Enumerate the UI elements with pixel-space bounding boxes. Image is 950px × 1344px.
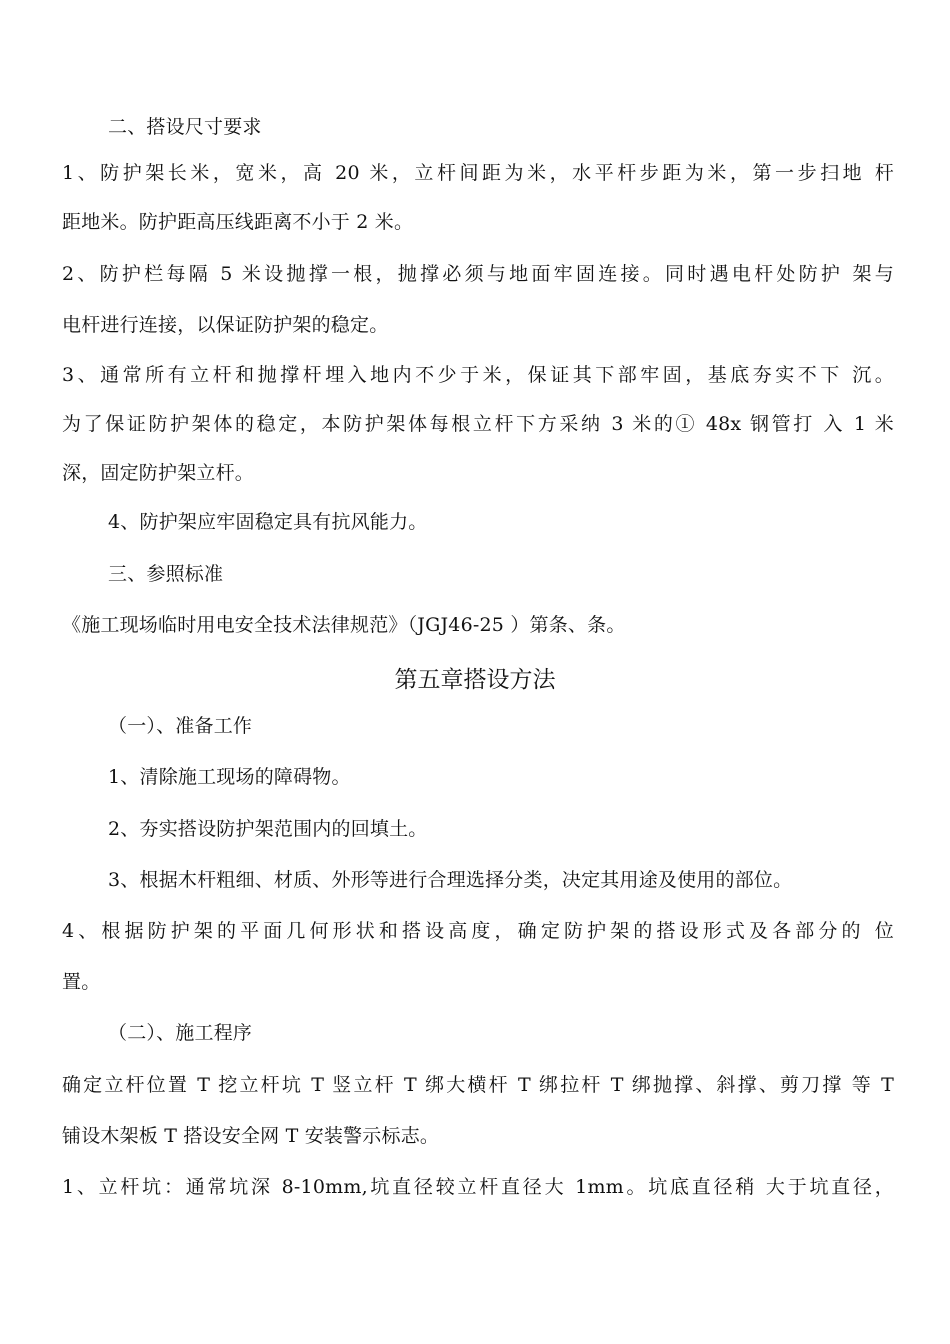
paragraph-item3-line3: 深，固定防护架立杆。 xyxy=(62,462,255,484)
standard-reference: 《施工现场临时用电安全技术法律规范》（JGJ46-25 ）第条、条。 xyxy=(62,614,626,636)
paragraph-item1-line2: 距地米。防护距高压线距离不小于 2 米。 xyxy=(62,211,414,233)
procedure-line1: 确定立杆位置 T 挖立杆坑 T 竖立杆 T 绑大横杆 T 绑拉杆 T 绑抛撑、斜撑、剪刀撑 等 T xyxy=(62,1074,894,1096)
pit-item-1: 1、立杆坑：通常坑深 8-10mm,坑直径较立杆直径大 1mm。坑底直径稍 大于坑直径， xyxy=(62,1176,894,1198)
paragraph-item1-line1: 1、防护架长米，宽米，高 20 米，立杆间距为米，水平杆步距为米，第一步扫地 杆 xyxy=(62,162,894,184)
procedure-line2: 铺设木架板 T 搭设安全网 T 安装警示标志。 xyxy=(62,1125,440,1147)
prep-item-1: 1、清除施工现场的障碍物。 xyxy=(108,766,351,788)
prep-item-4-line2: 置。 xyxy=(62,971,101,993)
paragraph-item3-line2: 为了保证防护架体的稳定，本防护架体每根立杆下方采纳 3 米的① 48x 钢管打 入 1 米 xyxy=(62,413,894,435)
paragraph-item2-line1: 2、防护栏每隔 5 米设抛撑一根，抛撑必须与地面牢固连接。同时遇电杆处防护 架与 xyxy=(62,263,894,285)
chapter-title: 第五章搭设方法 xyxy=(394,667,556,693)
paragraph-item2-line2: 电杆进行连接，以保证防护架的稳定。 xyxy=(62,314,389,336)
subsection-heading-procedure: （二）、施工程序 xyxy=(108,1022,253,1044)
section-heading-standards: 三、参照标准 xyxy=(108,563,224,585)
paragraph-item4: 4、防护架应牢固稳定具有抗风能力。 xyxy=(108,511,428,533)
section-heading-dimensions: 二、搭设尺寸要求 xyxy=(108,116,262,138)
prep-item-3: 3、根据木杆粗细、材质、外形等进行合理选择分类，决定其用途及使用的部位。 xyxy=(108,869,793,891)
prep-item-2: 2、夯实搭设防护架范围内的回填土。 xyxy=(108,818,428,840)
prep-item-4-line1: 4、根据防护架的平面几何形状和搭设高度，确定防护架的搭设形式及各部分的 位 xyxy=(62,920,894,942)
subsection-heading-preparation: （一）、准备工作 xyxy=(108,715,253,737)
paragraph-item3-line1: 3、通常所有立杆和抛撑杆埋入地内不少于米，保证其下部牢固，基底夯实不下 沉。 xyxy=(62,364,894,386)
